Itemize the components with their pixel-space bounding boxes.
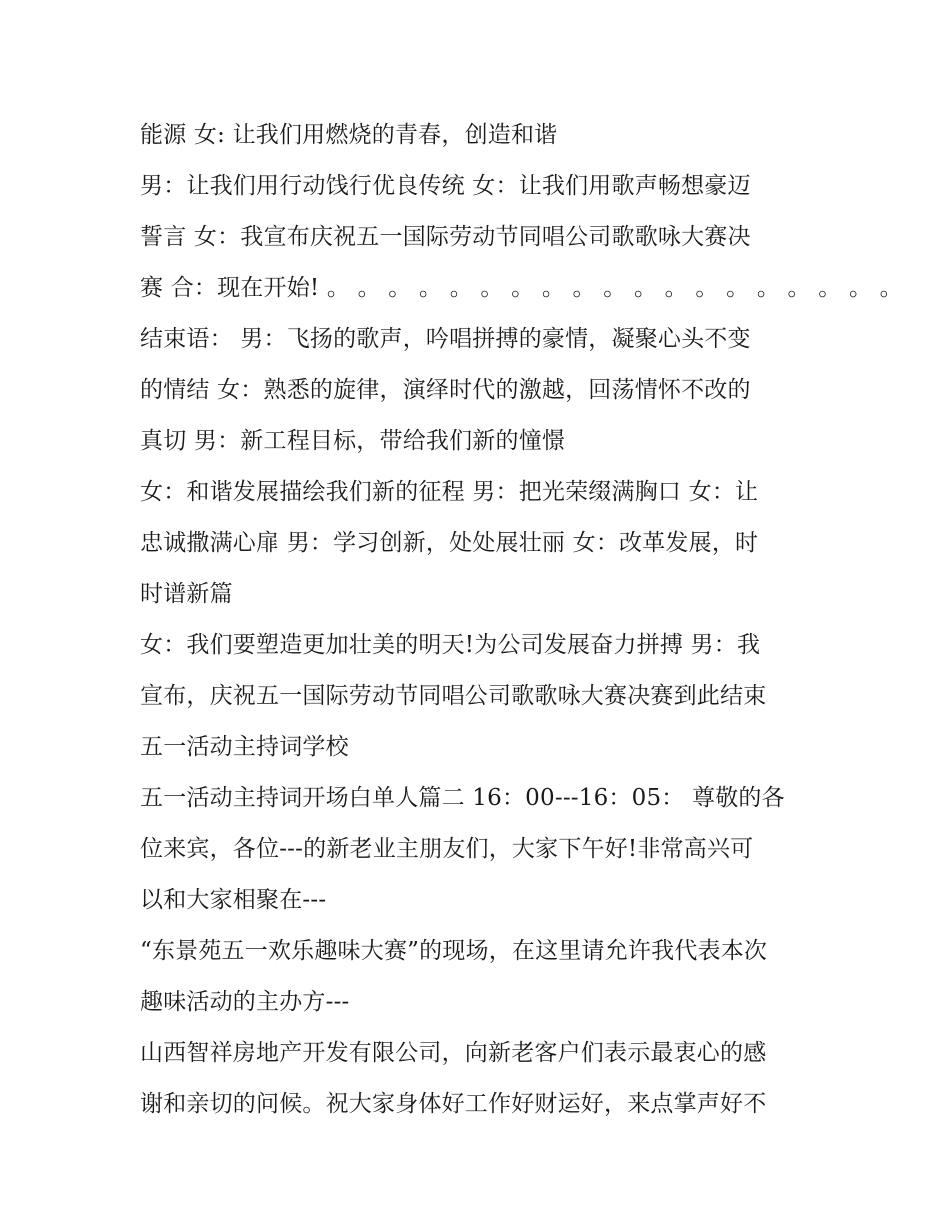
text-line: 山西智祥房地产开发有限公司，向新老客户们表示最衷心的感: [140, 1040, 767, 1066]
text-line: 谢和亲切的问候。祝大家身体好工作好财运好，来点掌声好不: [140, 1091, 767, 1117]
text-line: 以和大家相聚在---: [140, 887, 327, 913]
text-line: 时谱新篇: [140, 581, 233, 607]
text-line: 赛 合：现在开始! 。 。 。 。 。 。 。 。 。 。 。 。 。 。 。 。 。 。 。: [140, 275, 903, 301]
text-line: 结束语： 男：飞扬的歌声，吟唱拼搏的豪情，凝聚心头不变: [140, 326, 751, 352]
text-line: 五一活动主持词学校: [140, 734, 349, 760]
text-line: 女：和谐发展描绘我们新的征程 男：把光荣缀满胸口 女：让: [140, 479, 759, 505]
text-line: 女：我们要塑造更加壮美的明天!为公司发展奋力拼搏 男：我: [140, 632, 761, 658]
text-line: 忠诚撒满心扉 男：学习创新，处处展壮丽 女：改革发展，时: [140, 530, 759, 556]
text-line: 宣布，庆祝五一国际劳动节同唱公司歌歌咏大赛决赛到此结束: [140, 683, 767, 709]
document-body: [140, 110, 903, 1130]
text-line: 真切 男：新工程目标，带给我们新的憧憬: [140, 428, 566, 454]
text-line: 趣味活动的主办方---: [140, 989, 350, 1015]
text-line: 五一活动主持词开场白单人篇二 16：00---16：05： 尊敬的各: [140, 785, 785, 811]
text-line: “东景苑五一欢乐趣味大赛”的现场，在这里请允许我代表本次: [140, 938, 768, 964]
text-line: 誓言 女：我宣布庆祝五一国际劳动节同唱公司歌歌咏大赛决: [140, 224, 751, 250]
text-line: 的情结 女：熟悉的旋律，演绎时代的激越，回荡情怀不改的: [140, 377, 751, 403]
text-line: 位来宾，各位---的新老业主朋友们，大家下午好!非常高兴可: [140, 836, 754, 862]
text-line: 男：让我们用行动饯行优良传统 女：让我们用歌声畅想豪迈: [140, 173, 751, 199]
text-line: 能源 女: 让我们用燃烧的青春，创造和谐: [140, 122, 558, 148]
